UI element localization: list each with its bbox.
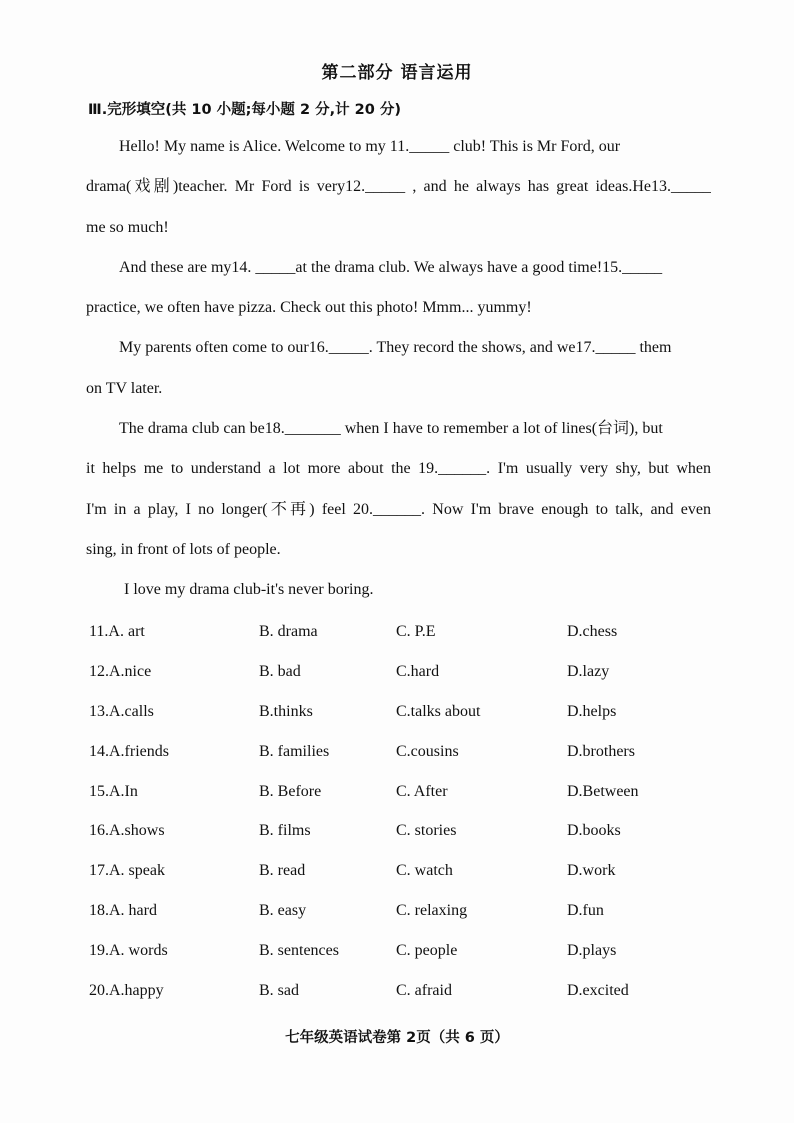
option-b: B. Before [259,782,322,800]
passage-line: me so much! [86,218,169,236]
option-a: 15.A.In [89,782,138,800]
passage-line: My parents often come to our16._____. They record the shows, and we17._____ them [119,339,672,357]
question-15-options [89,772,729,812]
option-a: 13.A.calls [89,702,154,720]
option-c: C. relaxing [396,902,468,920]
passage-line: practice, we often have pizza. Check out this photo! Mmm... yummy! [86,299,532,317]
passage-line: And these are my14. _____at the drama club. We always have a good time!15._____ [119,258,663,276]
question-14-options [89,732,729,772]
option-b: B. bad [259,662,301,680]
option-d: D.fun [567,902,604,920]
question-11-options [89,612,729,652]
question-13-options [89,692,729,732]
option-c: C. people [396,942,458,960]
option-c: C. stories [396,822,457,840]
passage-line: drama(戏剧)teacher. Mr Ford is very12._____ , and he always has great ideas.He13._____ [86,178,711,196]
option-b: B. drama [259,623,318,640]
option-b: B. read [259,862,306,880]
option-d: D.excited [567,982,629,1000]
question-18-options [89,891,729,931]
option-a: 17.A. speak [89,862,165,880]
option-c: C.talks about [396,702,481,720]
question-20-options [89,971,729,1011]
option-d: D.chess [567,623,618,640]
option-c: C.hard [396,662,440,680]
option-c: C. watch [396,862,453,880]
option-b: B.thinks [259,702,313,720]
option-b: B. families [259,742,330,760]
section-title: 第二部分 语言运用 [321,63,473,83]
option-a: 18.A. hard [89,902,157,920]
option-d: D.brothers [567,742,635,760]
option-a: 14.A.friends [89,742,169,760]
passage-line: The drama club can be18._______ when I have to remember a lot of lines(台词), but [119,420,663,438]
option-d: D.plays [567,942,617,960]
option-d: D.lazy [567,662,610,680]
option-d: D.books [567,822,621,840]
option-b: B. films [259,822,311,840]
passage-line: on TV later. [86,379,163,397]
option-a: 19.A. words [89,942,168,960]
option-a: 11.A. art [89,623,145,640]
cloze-passage [86,127,711,611]
option-b: B. sentences [259,942,339,960]
question-12-options [89,652,729,692]
option-d: D.helps [567,702,617,720]
passage-line: I love my drama club-it's never boring. [124,581,374,599]
option-b: B. easy [259,902,307,920]
passage-line: sing, in front of lots of people. [86,540,281,558]
option-c: C. After [396,782,448,800]
option-c: C.cousins [396,742,459,760]
option-d: D.work [567,862,616,880]
answer-options [89,612,729,1011]
option-a: 16.A.shows [89,822,165,840]
part-heading: Ⅲ.完形填空(共 10 小题;每小题 2 分,计 20 分) [88,102,402,118]
passage-line: it helps me to understand a lot more about the 19.______. I'm usually very shy, but when [86,460,711,478]
passage-line: I'm in a play, I no longer(不再) feel 20.______. Now I'm brave enough to talk, and even [86,500,711,518]
page-footer: 七年级英语试卷第 2页（共 6 页） [285,1030,509,1046]
passage-line: Hello! My name is Alice. Welcome to my 11._____ club! This is Mr Ford, our [119,138,621,155]
question-17-options [89,851,729,891]
option-d: D.Between [567,782,639,800]
option-b: B. sad [259,982,299,1000]
option-a: 12.A.nice [89,662,152,680]
option-a: 20.A.happy [89,982,164,1000]
option-c: C. P.E [396,623,436,640]
question-19-options [89,931,729,971]
option-c: C. afraid [396,982,452,1000]
question-16-options [89,811,729,851]
